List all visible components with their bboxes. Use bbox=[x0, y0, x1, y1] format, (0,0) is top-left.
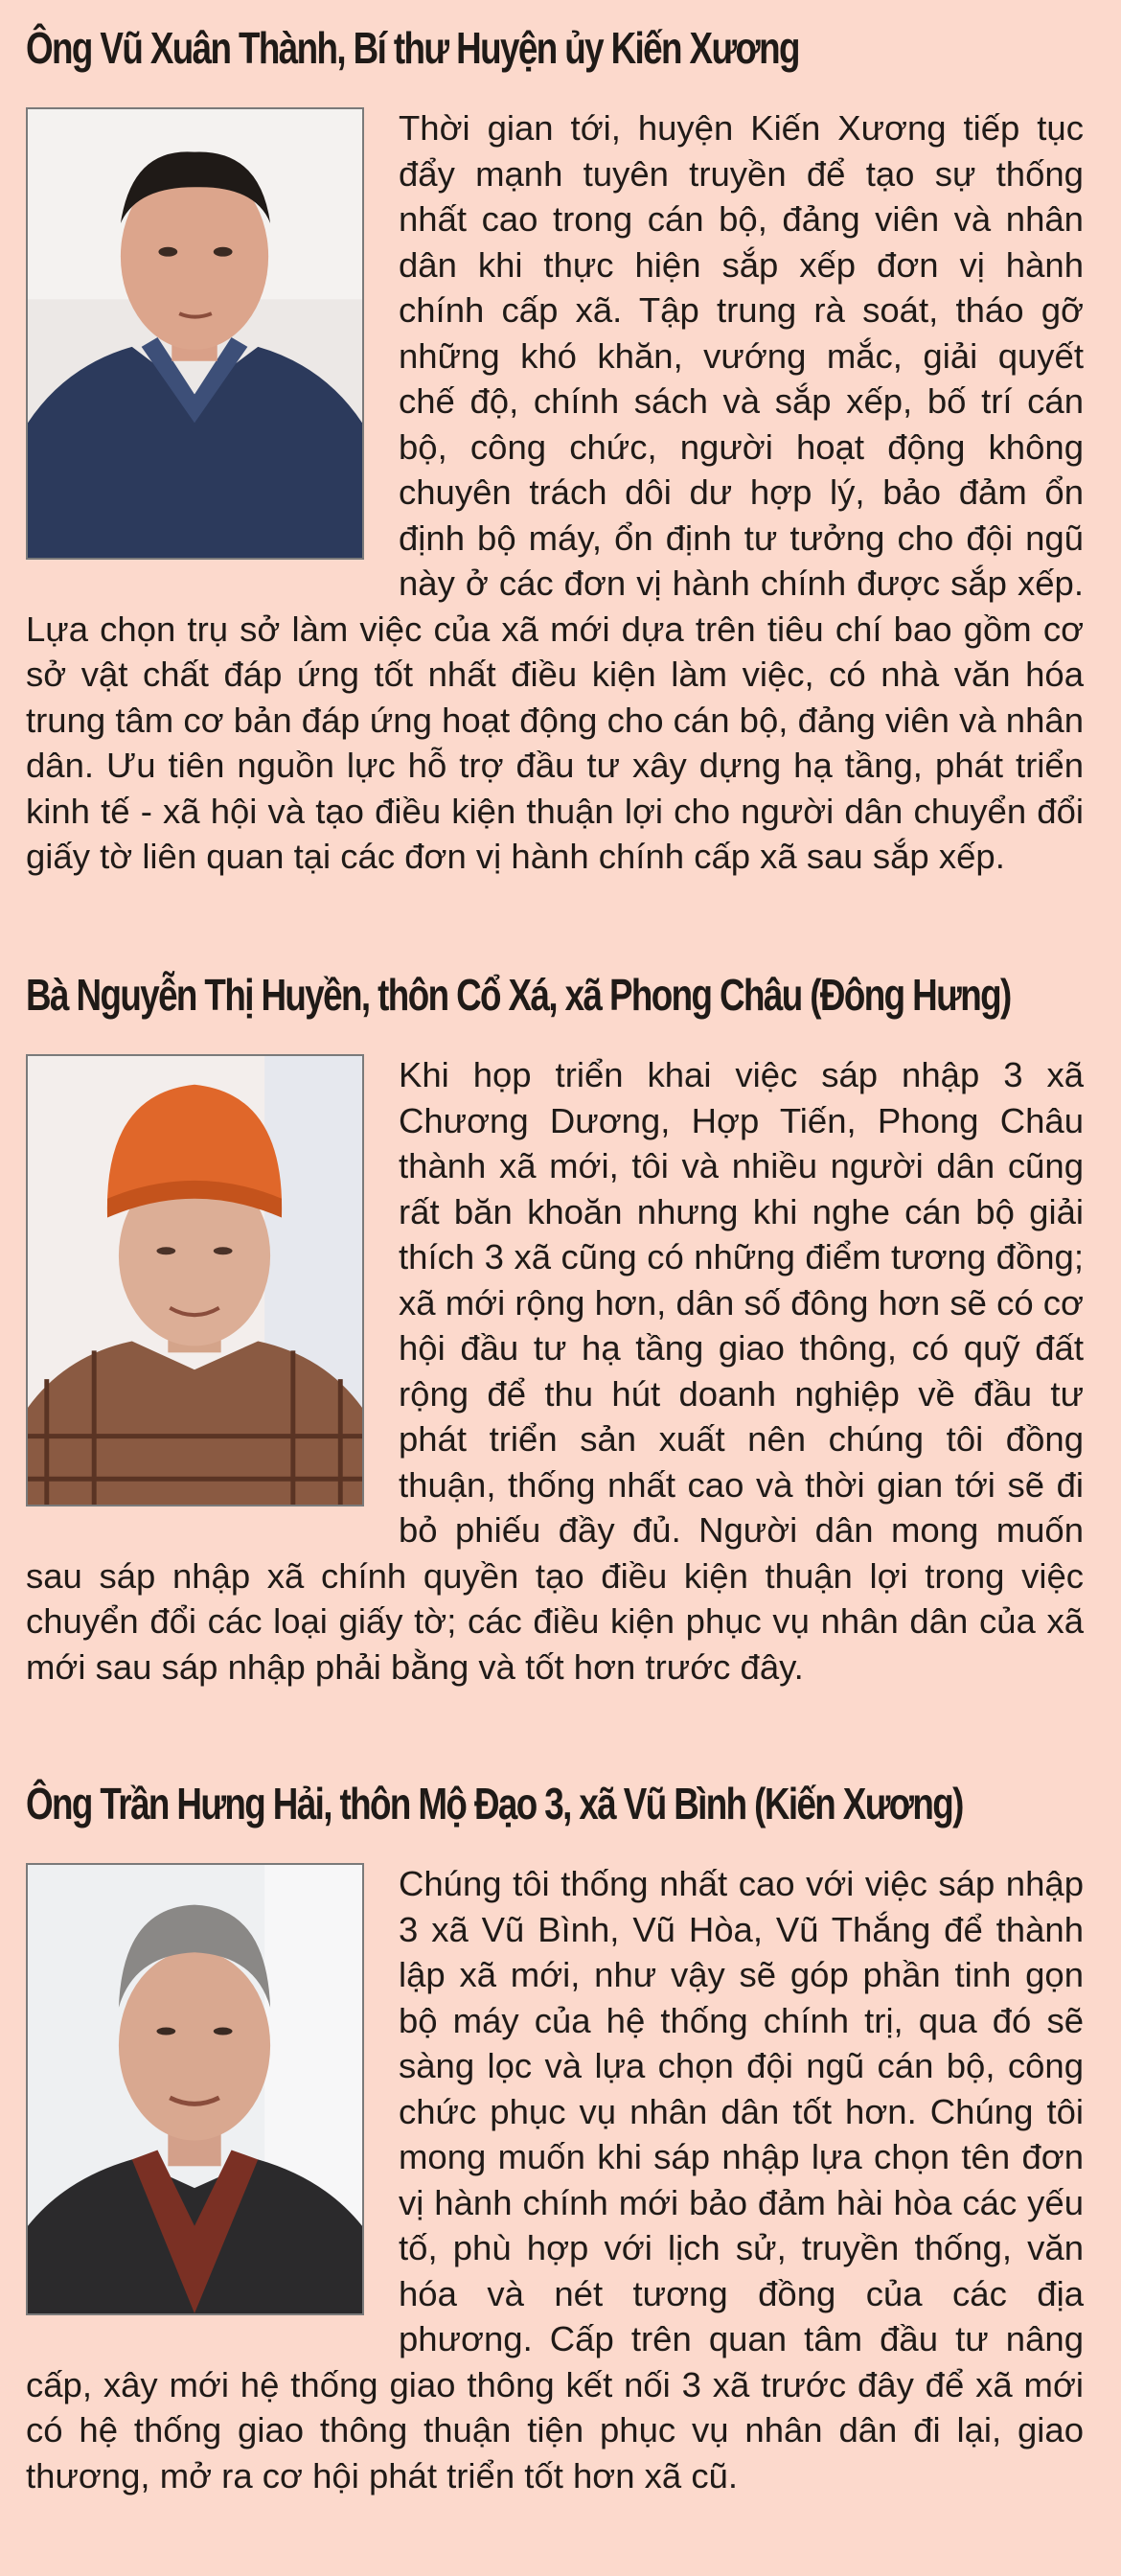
portrait-photo-icon bbox=[28, 1865, 362, 2313]
article-1-body-block bbox=[26, 105, 1084, 880]
article-2-heading: Bà Nguyễn Thị Huyền, thôn Cổ Xá, xã Phong Châu (Đông Hưng) bbox=[26, 970, 1011, 1020]
article-1 bbox=[26, 21, 1084, 880]
article-2 bbox=[26, 968, 1084, 1690]
portrait-photo-3 bbox=[26, 1863, 364, 2315]
article-3-body-text: Chúng tôi thống nhất cao với việc sáp nhập 3 xã Vũ Bình, Vũ Hòa, Vũ Thắng để thành lập xã mới, như vậy sẽ góp phần tinh gọn bộ máy của hệ thống chính trị, qua đó sẽ sàng lọc và lựa chọn đội ngũ cán bộ, công chức phục vụ nhân dân tốt hơn. Chúng tôi mong muốn khi sáp nhập lựa chọn tên đơn vị hành chính mới bảo đảm hài hòa các yếu tố, phù hợp với lịch sử, truyền thống, văn hóa và nét tương đồng của các địa phương. Cấp trên quan tâm đầu tư nâng cấp, xây mới hệ thống giao thông kết nối 3 xã trước đây để xã mới có hệ thống giao thông thuận tiện phục vụ nhân dân đi lại, giao thương, mở ra cơ hội phát triển tốt hơn xã cũ. bbox=[26, 1864, 1084, 2496]
portrait-photo-icon bbox=[28, 109, 362, 558]
portrait-photo-2 bbox=[26, 1054, 364, 1506]
article-2-body-block bbox=[26, 1052, 1084, 1690]
article-2-body-text: Khi họp triển khai việc sáp nhập 3 xã Chương Dương, Hợp Tiến, Phong Châu thành xã mới, tôi và nhiều người dân cũng rất băn khoăn nhưng khi nghe cán bộ giải thích 3 xã cũng có những điểm tương đồng; xã mới rộng hơn, dân số đông hơn sẽ có cơ hội đầu tư hạ tầng giao thông, có quỹ đất rộng để thu hút doanh nghiệp về đầu tư phát triển sản xuất nên chúng tôi đồng thuận, thống nhất cao và thời gian tới sẽ đi bỏ phiếu đầy đủ. Người dân mong muốn sau sáp nhập xã chính quyền tạo điều kiện thuận lợi trong việc chuyển đổi các loại giấy tờ; các điều kiện phục vụ nhân dân của xã mới sau sáp nhập phải bằng và tốt hơn trước đây. bbox=[26, 1055, 1084, 1687]
article-3-body-block bbox=[26, 1861, 1084, 2498]
article-1-body-text: Thời gian tới, huyện Kiến Xương tiếp tục đẩy mạnh tuyên truyền để tạo sự thống nhất cao trong cán bộ, đảng viên và nhân dân khi thực hiện sắp xếp đơn vị hành chính cấp xã. Tập trung rà soát, tháo gỡ những khó khăn, vướng mắc, giải quyết chế độ, chính sách và sắp xếp, bố trí cán bộ, công chức, người hoạt động không chuyên trách dôi dư hợp lý, bảo đảm ổn định bộ máy, ổn định tư tưởng cho đội ngũ này ở các đơn vị hành chính được sắp xếp. Lựa chọn trụ sở làm việc của xã mới dựa trên tiêu chí bao gồm cơ sở vật chất đáp ứng tốt nhất điều kiện làm việc, có nhà văn hóa trung tâm cơ bản đáp ứng hoạt động cho cán bộ, đảng viên và nhân dân. Ưu tiên nguồn lực hỗ trợ đầu tư xây dựng hạ tầng, phát triển kinh tế - xã hội và tạo điều kiện thuận lợi cho người dân chuyển đổi giấy tờ liên quan tại các đơn vị hành chính cấp xã sau sắp xếp. bbox=[26, 108, 1084, 876]
portrait-photo-1 bbox=[26, 107, 364, 560]
portrait-photo-icon bbox=[28, 1056, 362, 1505]
article-1-heading: Ông Vũ Xuân Thành, Bí thư Huyện ủy Kiến Xương bbox=[26, 23, 799, 73]
article-3 bbox=[26, 1777, 1084, 2498]
article-3-heading: Ông Trần Hưng Hải, thôn Mộ Đạo 3, xã Vũ Bình (Kiến Xương) bbox=[26, 1779, 963, 1828]
